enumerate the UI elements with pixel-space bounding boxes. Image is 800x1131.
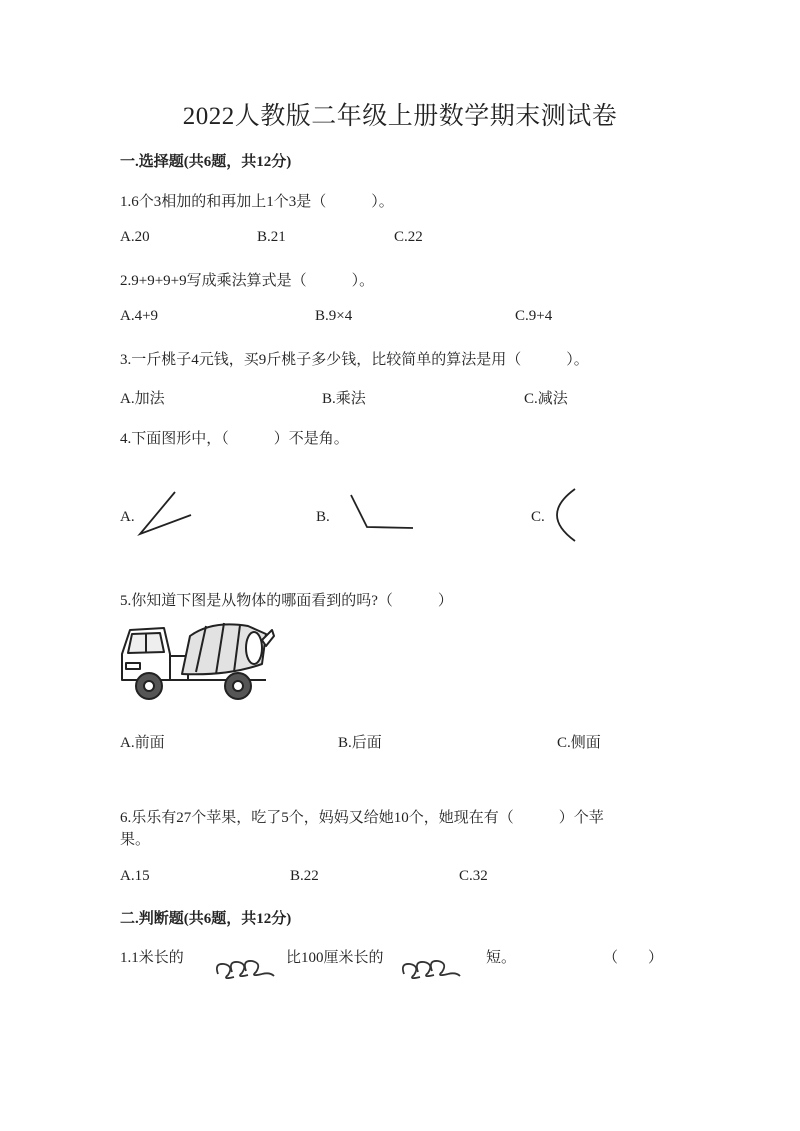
question-6-stem-line2: 果。 <box>120 832 151 848</box>
question-6-stem-line1: 6.乐乐有27个苹果，吃了5个，妈妈又给她10个，她现在有（ ）个苹 <box>120 810 604 826</box>
question-4-option-a: A. <box>120 509 135 525</box>
angle-figure-a <box>135 488 200 543</box>
question-5-option-b: B.后面 <box>338 735 382 751</box>
page-title: 2022人教版二年级上册数学期末测试卷 <box>182 103 618 130</box>
question-1-stem: 1.6个3相加的和再加上1个3是（ ）。 <box>120 194 394 210</box>
question-3-option-a: A.加法 <box>120 391 165 407</box>
question-3-option-c: C.减法 <box>524 391 568 407</box>
judgment-1-part1: 1.1米长的 <box>120 950 184 966</box>
question-4-option-c: C. <box>531 509 545 525</box>
question-2-stem: 2.9+9+9+9写成乘法算式是（ ）。 <box>120 273 375 289</box>
question-1-option-a: A.20 <box>120 229 150 245</box>
question-6-option-a: A.15 <box>120 868 150 884</box>
angle-figure-b <box>345 490 420 535</box>
question-1-option-b: B.21 <box>257 229 286 245</box>
rope-coil-image-1 <box>214 958 276 982</box>
question-3-stem: 3.一斤桃子4元钱，买9斤桃子多少钱，比较简单的算法是用（ ）。 <box>120 352 589 368</box>
concrete-mixer-truck-image <box>116 618 276 708</box>
question-5-option-a: A.前面 <box>120 735 165 751</box>
question-5-stem: 5.你知道下图是从物体的哪面看到的吗?（ ） <box>120 593 453 609</box>
section-heading-choice: 一.选择题(共6题，共12分) <box>120 154 292 170</box>
judgment-1-part3: 短。 <box>486 950 517 966</box>
question-4-stem: 4.下面图形中，（ ）不是角。 <box>120 431 349 447</box>
question-6-option-b: B.22 <box>290 868 319 884</box>
judgment-1-part2: 比100厘米长的 <box>286 950 384 966</box>
question-2-option-a: A.4+9 <box>120 308 159 324</box>
question-1-option-c: C.22 <box>394 229 423 245</box>
question-5-option-c: C.侧面 <box>557 735 601 751</box>
section-heading-judgment: 二.判断题(共6题，共12分) <box>120 911 292 927</box>
arc-figure-c <box>545 486 585 546</box>
rope-coil-image-2 <box>400 958 462 982</box>
judgment-1-bracket: （ ） <box>603 950 664 966</box>
question-6-option-c: C.32 <box>459 868 488 884</box>
question-3-option-b: B.乘法 <box>322 391 366 407</box>
question-2-option-c: C.9+4 <box>515 308 553 324</box>
question-4-option-b: B. <box>316 509 330 525</box>
question-2-option-b: B.9×4 <box>315 308 353 324</box>
